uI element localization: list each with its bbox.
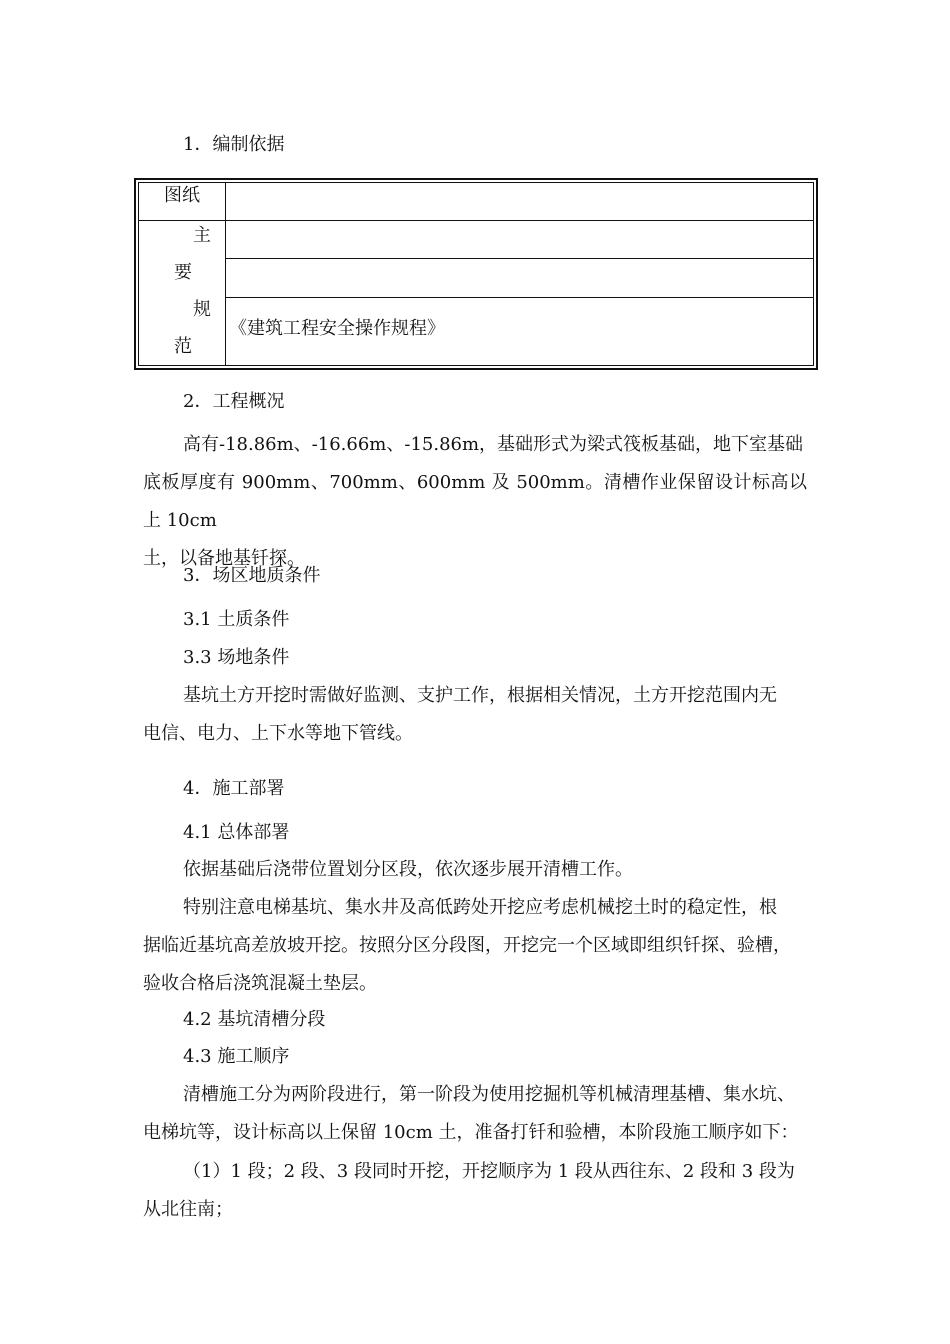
table-column-divider <box>225 183 226 365</box>
text-line: 清槽施工分为两阶段进行，第一阶段为使用挖掘机等机械清理基槽、集水坑、 <box>183 1084 795 1105</box>
text-line: 高有-18.86m、-16.66m、-15.86m，基础形式为梁式筏板基础，地下室基础 <box>183 434 804 455</box>
spec-label-char: 规 <box>193 299 211 320</box>
text-line: 电梯坑等，设计标高以上保留 10cm 土，准备打钎和验槽，本阶段施工顺序如下： <box>143 1122 799 1143</box>
step-1-paragraph <box>143 1153 807 1229</box>
overview-paragraph <box>143 426 807 578</box>
text-line: 电信、电力、上下水等地下管线。 <box>143 723 413 744</box>
section-2-heading: 2．工程概况 <box>183 391 285 412</box>
section-4-heading: 4．施工部署 <box>183 778 285 799</box>
table-row-divider <box>225 258 813 259</box>
text-line: 底板厚度有 900mm、700mm、600mm 及 500mm。清槽作业保留设计标高以上 10cm <box>143 472 807 531</box>
text-line: 据临近基坑高差放坡开挖。按照分区分段图，开挖完一个区域即组织钎探、验槽， <box>143 935 791 956</box>
text-line: （1）1 段；2 段、3 段同时开挖，开挖顺序为 1 段从西往东、2 段和 3 段为 <box>183 1161 795 1182</box>
basis-table <box>134 178 818 370</box>
basis-table-inner <box>138 182 814 366</box>
text-line: 特别注意电梯基坑、集水井及高低跨处开挖应考虑机械挖土时的稳定性，根 <box>183 897 777 918</box>
deployment-paragraph <box>143 889 807 1003</box>
text-line: 验收合格后浇筑混凝土垫层。 <box>143 973 377 994</box>
text-line: 基坑土方开挖时需做好监测、支护工作，根据相关情况，土方开挖范围内无 <box>183 685 777 706</box>
drawings-label: 图纸 <box>164 185 200 206</box>
subsection-4-1: 4.1 总体部署 <box>183 822 290 843</box>
section-3-heading: 3．场区地质条件 <box>183 565 321 586</box>
spec-label-char: 范 <box>174 336 192 357</box>
spec-label-char: 主 <box>193 225 211 246</box>
table-row-divider <box>139 220 813 221</box>
spec-entry: 《建筑工程安全操作规程》 <box>229 318 445 339</box>
subsection-4-2: 4.2 基坑清槽分段 <box>183 1009 326 1030</box>
section-1-heading: 1．编制依据 <box>183 134 285 155</box>
text-line: 土，以备地基钎探。 <box>143 548 305 569</box>
subsection-3-3: 3.3 场地条件 <box>183 647 290 668</box>
sequence-paragraph <box>143 1076 807 1152</box>
site-conditions-paragraph <box>143 677 807 753</box>
text-line: 从北往南； <box>143 1199 233 1220</box>
table-row-divider <box>225 297 813 298</box>
subsection-4-3: 4.3 施工顺序 <box>183 1046 290 1067</box>
spec-label-char: 要 <box>174 262 192 283</box>
deployment-text: 依据基础后浇带位置划分区段，依次逐步展开清槽工作。 <box>183 859 633 880</box>
subsection-3-1: 3.1 土质条件 <box>183 609 290 630</box>
